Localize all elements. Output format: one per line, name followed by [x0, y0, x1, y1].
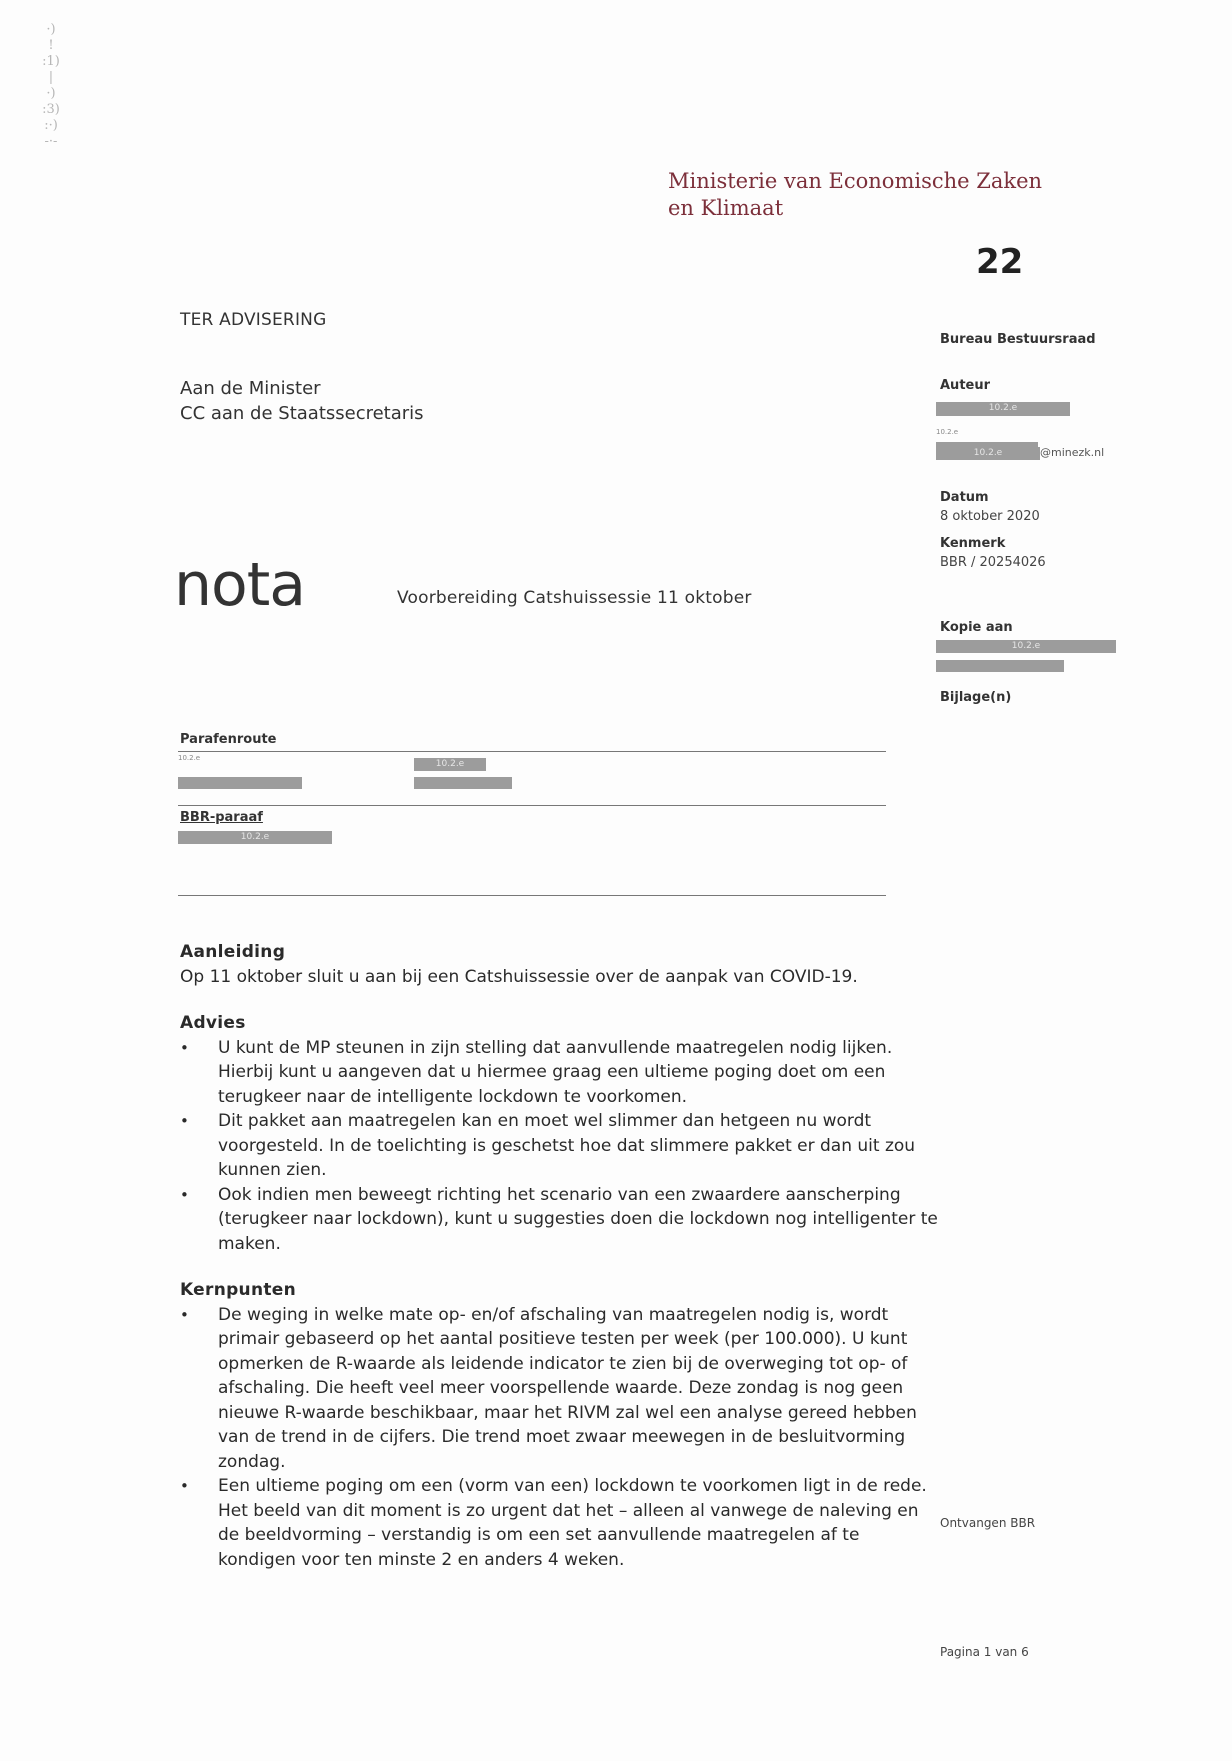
redaction-email	[936, 446, 1104, 460]
redaction-block	[414, 777, 512, 789]
datum-value: 8 oktober 2020	[940, 509, 1040, 524]
redaction-block	[178, 777, 302, 789]
kopie-label: Kopie aan	[940, 620, 1013, 635]
bureau-label: Bureau Bestuursraad	[940, 332, 1096, 347]
paraaf-slot-1	[178, 754, 200, 762]
ministry-header	[668, 168, 1042, 222]
divider	[178, 751, 886, 752]
datum-label: Datum	[940, 490, 989, 505]
page-indicator: Pagina 1 van 6	[940, 1645, 1029, 1659]
divider	[178, 895, 886, 896]
parafenroute-label: Parafenroute	[180, 732, 277, 747]
redaction-block: 10.2.e	[178, 831, 332, 844]
advies-list	[180, 1036, 940, 1257]
section-title-aanleiding: Aanleiding	[180, 942, 286, 962]
document-body	[180, 940, 940, 1594]
margin-stamp-marks: ·) ! :1) | ·) :3) :·) -·-	[42, 22, 60, 149]
addressee-block	[180, 376, 424, 426]
email-suffix: @minezk.nl	[1040, 446, 1105, 459]
auteur-label: Auteur	[940, 378, 991, 393]
section-title-advies: Advies	[180, 1013, 246, 1033]
document-subject: Voorbereiding Catshuissessie 11 oktober	[397, 588, 752, 608]
section-kernpunten	[180, 1278, 940, 1572]
document-type-title: nota	[174, 550, 306, 620]
kenmerk-value: BBR / 20254026	[940, 555, 1046, 570]
advisory-label: TER ADVISERING	[180, 310, 327, 330]
kenmerk-label: Kenmerk	[940, 536, 1006, 551]
ministry-name-line1: Ministerie van Economische Zaken	[668, 169, 1043, 193]
redaction-block	[936, 660, 1064, 672]
section-aanleiding	[180, 940, 940, 989]
divider	[178, 805, 886, 806]
addressee-minister: Aan de Minister	[180, 378, 321, 399]
redaction-block: 10.2.e	[936, 640, 1116, 653]
addressee-cc: CC aan de Staatssecretaris	[180, 403, 424, 424]
list-item: • U kunt de MP steunen in zijn stelling dat aanvullende maatregelen nodig lijken. Hierbij kunt u aangeven dat u hiermee graag een ultieme poging doet om een terugkeer naar de intelligente lockdown te voorkomen.	[180, 1036, 940, 1110]
list-item: • De weging in welke mate op- en/of afschaling van maatregelen nodig is, wordt primair gebaseerd op het aantal positieve testen per week (per 100.000). U kunt opmerken de R-waarde als leidende indicator te zien bij de overweging tot op- of afschaling. Die heeft veel meer voorspellende waarde. Deze zondag is nog geen nieuwe R-waarde beschikbaar, maar het RIVM zal wel een analyse gereed hebben van de trend in de cijfers. Die trend moet zwaar meewegen in de besluitvorming zondag.	[180, 1303, 940, 1475]
list-item: • Dit pakket aan maatregelen kan en moet wel slimmer dan hetgeen nu wordt voorgesteld. In de toelichting is geschetst hoe dat slimmere pakket er dan uit zou kunnen zien.	[180, 1109, 940, 1183]
redaction-code-small: 10.2.e	[178, 754, 201, 762]
document-number: 22	[976, 242, 1024, 282]
section-title-kernpunten: Kernpunten	[180, 1280, 297, 1300]
list-item: • Ook indien men beweegt richting het scenario van een zwaardere aanscherping (terugkeer naar lockdown), kunt u suggesties doen die lockdown nog intelligenter te maken.	[180, 1183, 940, 1257]
section-advies	[180, 1011, 940, 1256]
redaction-block: 10.2.e	[936, 402, 1070, 416]
ministry-name-line2: en Klimaat	[668, 196, 784, 220]
list-item: • Een ultieme poging om een (vorm van een) lockdown te voorkomen ligt in de rede. Het beeld van dit moment is zo urgent dat het – alleen al vanwege de naleving en de beeldvorming – verstandig is om een set aanvullende maatregelen af te kondigen voor ten minste 2 en anders 4 weken.	[180, 1474, 940, 1572]
redaction-block: 10.2.e	[936, 447, 1040, 460]
kernpunten-list	[180, 1303, 940, 1573]
redaction-block: 10.2.e	[414, 758, 486, 771]
bijlage-label: Bijlage(n)	[940, 690, 1012, 705]
aanleiding-text: Op 11 oktober sluit u aan bij een Catshuissessie over de aanpak van COVID-19.	[180, 966, 858, 987]
redaction-code-small: 10.2.e	[936, 428, 959, 436]
bbr-paraaf-label: BBR-paraaf	[180, 810, 263, 825]
received-stamp: Ontvangen BBR	[940, 1516, 1036, 1530]
